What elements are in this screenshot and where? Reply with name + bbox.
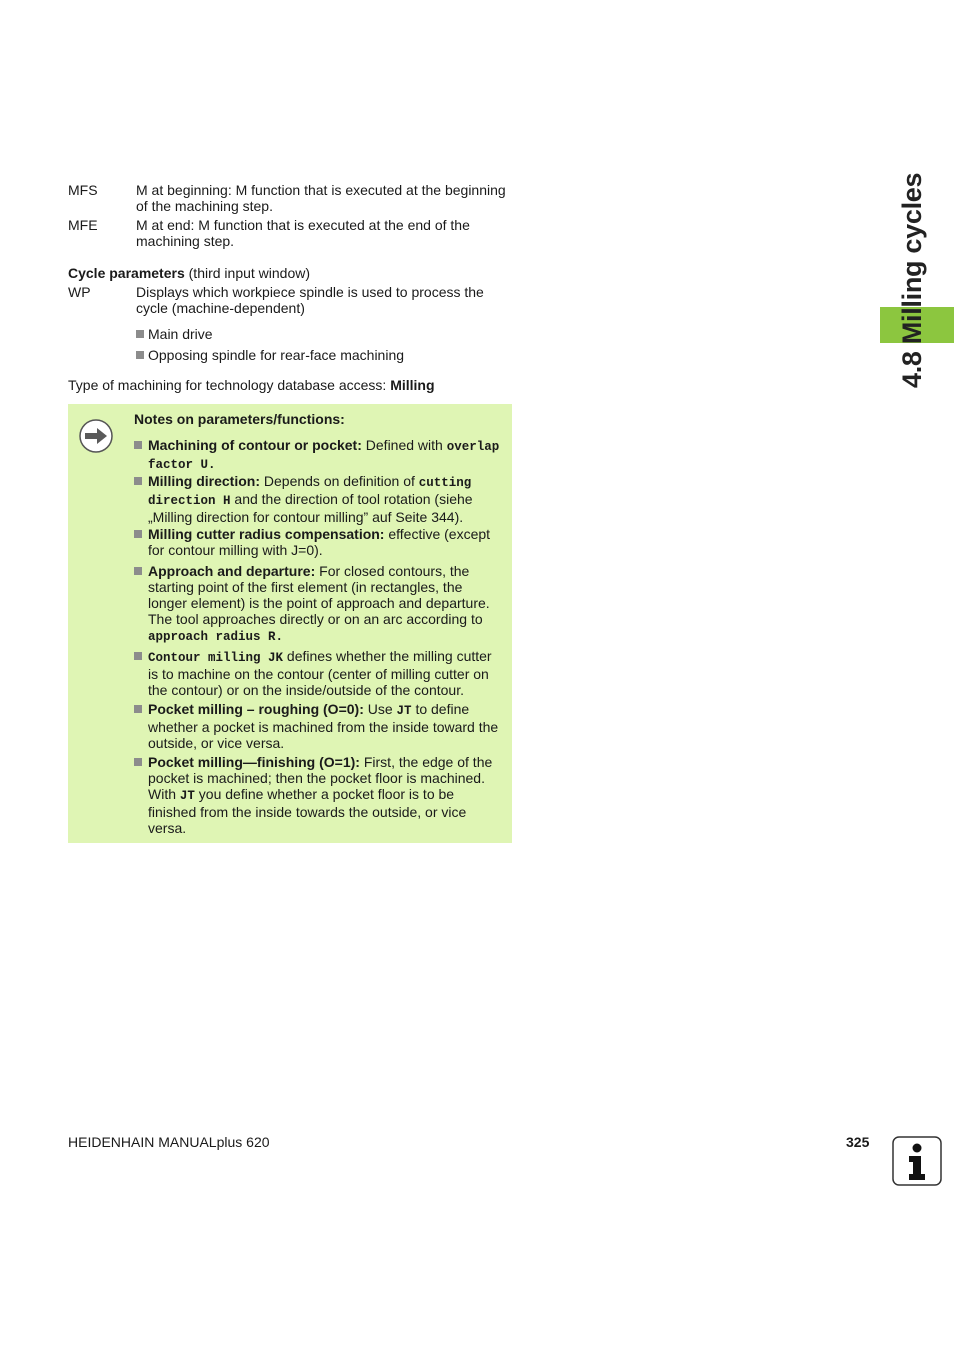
chapter-title: 4.8 Milling cycles <box>897 172 927 388</box>
param-desc-wp: Displays which workpiece spindle is used to process the cycle (machine-dependent) <box>136 284 484 316</box>
cycle-params-suffix: (third input window) <box>184 265 311 281</box>
note-item-machining: Machining of contour or pocket: Defined with overlap factor U. <box>134 437 504 473</box>
note-item-pocket-roughing: Pocket milling – roughing (O=0): Use JT to define whether a pocket is machined from the inside toward the outside, or vice versa. <box>134 701 504 751</box>
bullet-square-icon <box>134 567 142 575</box>
bullet-square-icon <box>134 652 142 660</box>
note-item-milling-direction: Milling direction: Depends on definition of cutting direction H and the direction of tool rotation (siehe „Milling direction for contour milling” auf Seite 344). <box>134 473 504 525</box>
param-desc-mfs: M at beginning: M function that is executed at the beginning of the machining step. <box>136 182 506 214</box>
bullet-square-icon <box>134 441 142 449</box>
param-desc-mfe: M at end: M function that is executed at the end of the machining step. <box>136 217 470 249</box>
bullet-square-icon <box>136 351 144 359</box>
cycle-params-label: Cycle parameters <box>68 265 185 281</box>
bullet-square-icon <box>136 330 144 338</box>
bullet-square-icon <box>134 477 142 485</box>
param-term-mfs: MFS <box>68 182 98 198</box>
tech-db-line: Type of machining for technology database access: Milling <box>68 377 435 393</box>
footer-title: HEIDENHAIN MANUALplus 620 <box>68 1134 270 1150</box>
bullet-square-icon <box>134 705 142 713</box>
bullet-square-icon <box>134 758 142 766</box>
param-term-mfe: MFE <box>68 217 98 233</box>
param-term-wp: WP <box>68 284 91 300</box>
info-icon <box>892 1136 942 1186</box>
notes-heading: Notes on parameters/functions: <box>134 411 345 427</box>
cycle-params-heading <box>68 265 310 281</box>
bullet-square-icon <box>134 530 142 538</box>
note-item-pocket-finishing: Pocket milling—finishing (O=1): First, the edge of the pocket is machined; then the pocket floor is machined. With JT you define whether a pocket floor is to be finished from the inside towards the outside, or vice versa. <box>134 754 504 836</box>
option-opposing-spindle: Opposing spindle for rear-face machining <box>136 347 404 363</box>
option-main-drive: Main drive <box>136 326 213 342</box>
note-item-approach: Approach and departure: For closed contours, the starting point of the first element (in rectangles, the longer element) is the point of approach and departure. The tool approaches directly or on an arc according to approach radius R. <box>134 563 504 645</box>
note-item-radius-comp: Milling cutter radius compensation: effective (except for contour milling with J=0). <box>134 526 504 558</box>
page-number: 325 <box>846 1134 870 1150</box>
arrow-right-icon <box>79 419 113 453</box>
note-item-contour-jk: Contour milling JK defines whether the milling cutter is to machine on the contour (center of milling cutter on the contour) or on the inside/outside of the contour. <box>134 648 504 698</box>
